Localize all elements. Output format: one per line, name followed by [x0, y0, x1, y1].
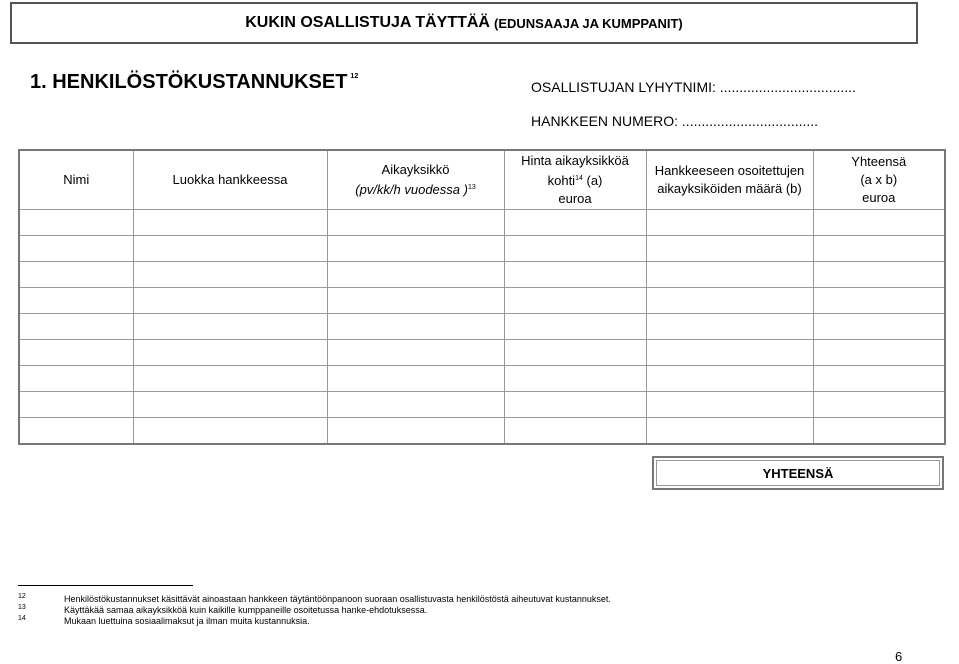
form-banner	[10, 2, 918, 44]
table-row	[19, 366, 945, 392]
table-header-row	[19, 150, 945, 210]
header-unit-price-line1: Hinta aikayksikköä	[521, 153, 629, 168]
table-cell[interactable]	[133, 210, 327, 236]
table-cell[interactable]	[504, 288, 646, 314]
header-time-unit-line1: Aikayksikkö	[381, 162, 450, 177]
section-title	[30, 71, 358, 94]
table-cell[interactable]	[504, 392, 646, 418]
footnote-text: Henkilöstökustannukset käsittävät ainoastaan hankkeen täytäntöönpanoon suoraan osallistuvasta henkilöstöstä aiheutuvat kustannukset.	[64, 594, 611, 604]
table-cell[interactable]	[504, 366, 646, 392]
table-body	[19, 210, 945, 445]
footnote-texts	[64, 594, 611, 627]
table-cell[interactable]	[133, 236, 327, 262]
table-cell[interactable]	[504, 418, 646, 445]
personnel-cost-table	[18, 149, 946, 445]
table-cell[interactable]	[327, 262, 504, 288]
table-row	[19, 210, 945, 236]
table-cell[interactable]	[133, 418, 327, 445]
table-cell[interactable]	[646, 340, 813, 366]
footnote-text: Mukaan luettuina sosiaalimaksut ja ilman muita kustannuksia.	[64, 616, 310, 626]
table-cell[interactable]	[133, 392, 327, 418]
table-row	[19, 392, 945, 418]
table-cell[interactable]	[504, 340, 646, 366]
table-cell[interactable]	[813, 392, 945, 418]
header-unit-count-line2: aikayksiköiden määrä (b)	[657, 181, 802, 196]
footnote-numbers	[18, 591, 26, 624]
table-cell[interactable]	[813, 262, 945, 288]
table-cell[interactable]	[133, 288, 327, 314]
table-cell[interactable]	[19, 262, 133, 288]
header-name	[19, 150, 133, 210]
table-cell[interactable]	[504, 210, 646, 236]
table-cell[interactable]	[646, 262, 813, 288]
table-cell[interactable]	[504, 262, 646, 288]
footnote-divider	[18, 585, 193, 586]
table-cell[interactable]	[327, 392, 504, 418]
total-box	[652, 456, 944, 490]
table-cell[interactable]	[19, 392, 133, 418]
footnote-number: 13	[18, 604, 26, 611]
project-number-field[interactable]: HANKKEEN NUMERO: ...................................	[531, 113, 819, 129]
footnote-ref-14: 14	[575, 175, 583, 182]
table-cell[interactable]	[646, 288, 813, 314]
header-total-line1: Yhteensä	[851, 154, 907, 169]
participant-short-name-field[interactable]: OSALLISTUJAN LYHYTNIMI: ...................................	[531, 79, 856, 95]
footnote-number: 14	[18, 615, 26, 622]
table-cell[interactable]	[19, 210, 133, 236]
table-cell[interactable]	[327, 366, 504, 392]
header-unit-price-line2a: kohti	[547, 173, 576, 188]
total-cell[interactable]	[656, 460, 940, 486]
table-cell[interactable]	[19, 340, 133, 366]
header-time-unit-line2: (pv/kk/h vuodessa )	[355, 182, 468, 197]
table-cell[interactable]	[19, 288, 133, 314]
table-row	[19, 418, 945, 445]
table-cell[interactable]	[813, 366, 945, 392]
total-label: YHTEENSÄ	[762, 465, 834, 481]
footnote-ref-12: 12	[350, 73, 359, 80]
table-cell[interactable]	[19, 236, 133, 262]
table-cell[interactable]	[504, 314, 646, 340]
table-cell[interactable]	[19, 418, 133, 445]
header-unit-count	[646, 150, 813, 210]
footnote-ref-13: 13	[467, 184, 476, 191]
table-cell[interactable]	[813, 210, 945, 236]
header-unit-count-line1: Hankkeeseen osoitettujen	[654, 163, 805, 178]
table-cell[interactable]	[327, 210, 504, 236]
table-cell[interactable]	[813, 340, 945, 366]
table-cell[interactable]	[813, 418, 945, 445]
footnote-number: 12	[18, 593, 26, 600]
table-cell[interactable]	[646, 418, 813, 445]
header-total-line3: euroa	[862, 190, 896, 205]
header-unit-price-line2b: (a)	[582, 173, 603, 188]
table-cell[interactable]	[646, 366, 813, 392]
table-cell[interactable]	[19, 366, 133, 392]
header-unit-price	[504, 150, 646, 210]
header-time-unit	[327, 150, 504, 210]
table-row	[19, 236, 945, 262]
table-cell[interactable]	[133, 314, 327, 340]
header-total-line2: (a x b)	[860, 172, 898, 187]
table-row	[19, 314, 945, 340]
table-cell[interactable]	[133, 366, 327, 392]
footnote-text: Käyttäkää samaa aikayksikköä kuin kaikille kumppaneille osoitetussa hanke-ehdotuksessa.	[64, 605, 428, 615]
table-cell[interactable]	[646, 392, 813, 418]
table-cell[interactable]	[327, 288, 504, 314]
table-cell[interactable]	[646, 236, 813, 262]
banner-subtitle: (EDUNSAAJA JA KUMPPANIT)	[493, 15, 683, 31]
banner-title: KUKIN OSALLISTUJA TÄYTTÄÄ	[245, 14, 490, 31]
table-cell[interactable]	[327, 314, 504, 340]
table-row	[19, 288, 945, 314]
header-unit-price-line3: euroa	[558, 191, 592, 206]
table-cell[interactable]	[813, 236, 945, 262]
table-row	[19, 340, 945, 366]
header-name-label: Nimi	[63, 172, 90, 187]
table-cell[interactable]	[133, 340, 327, 366]
table-cell[interactable]	[646, 314, 813, 340]
section-title-text: 1. HENKILÖSTÖKUSTANNUKSET	[30, 71, 348, 93]
table-cell[interactable]	[327, 236, 504, 262]
table-cell[interactable]	[19, 314, 133, 340]
header-category-label: Luokka hankkeessa	[172, 172, 288, 187]
table-cell[interactable]	[327, 340, 504, 366]
header-category	[133, 150, 327, 210]
table-row	[19, 262, 945, 288]
table-cell[interactable]	[813, 314, 945, 340]
page-number: 6	[895, 649, 903, 664]
table-cell[interactable]	[504, 236, 646, 262]
header-total	[813, 150, 945, 210]
table-cell[interactable]	[327, 418, 504, 445]
table-cell[interactable]	[646, 210, 813, 236]
table-cell[interactable]	[133, 262, 327, 288]
table-cell[interactable]	[813, 288, 945, 314]
